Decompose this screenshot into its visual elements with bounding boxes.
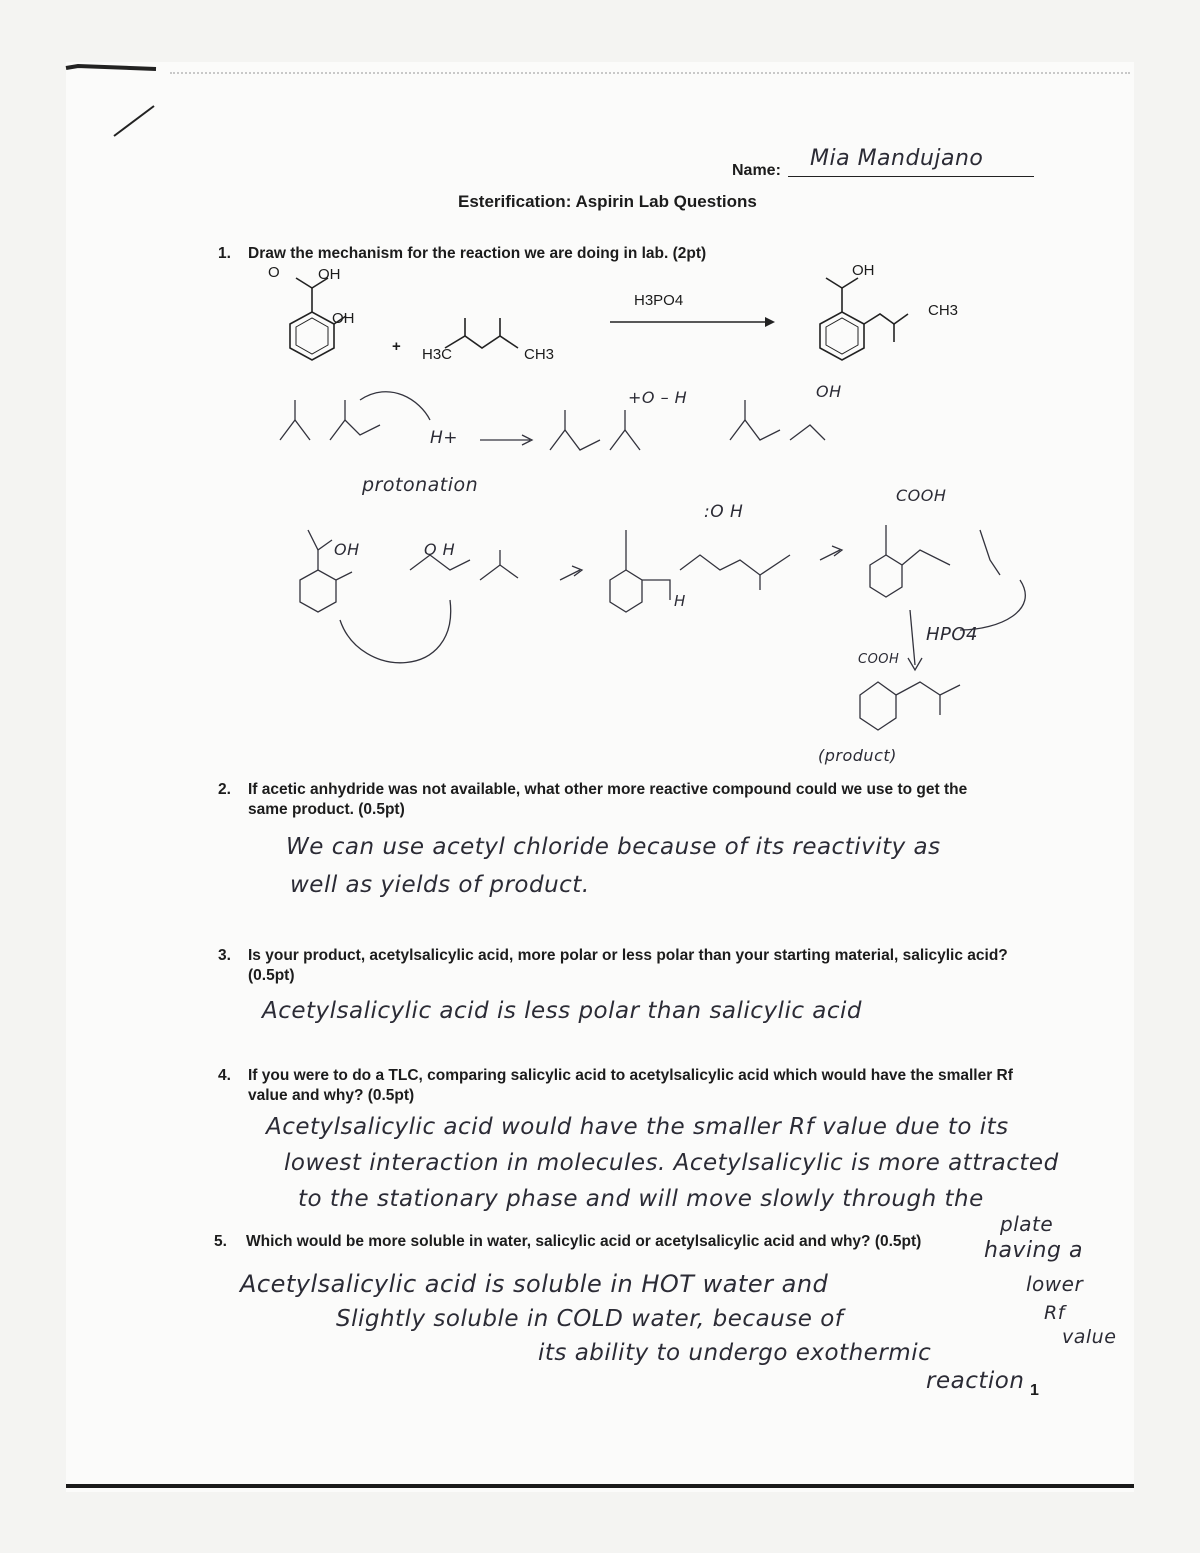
answer-2-line-1: We can use acetyl chloride because of its reactivity as xyxy=(286,834,941,860)
question-1-number: 1. xyxy=(218,245,231,262)
h3c-label: H3C xyxy=(422,346,453,363)
question-2-text: If acetic anhydride was not available, what other more reactive compound could we use to get the same product. (0.5pt) xyxy=(248,781,968,818)
reactant-oh-label: OH xyxy=(318,266,341,283)
corner-staple-mark xyxy=(66,62,166,74)
mech-product-label: (product) xyxy=(818,746,897,765)
question-5-text: Which would be more soluble in water, salicylic acid or acetylsalicylic acid and why? (0.5pt) xyxy=(246,1233,922,1250)
question-4-text: If you were to do a TLC, comparing salicylic acid to acetylsalicylic acid which would have the smaller Rf value and why? (0.5pt) xyxy=(248,1067,1013,1104)
answer-4-line-2: lowest interaction in molecules. Acetylsalicylic is more attracted xyxy=(284,1150,1059,1176)
student-name: Mia Mandujano xyxy=(810,146,984,171)
mech-protonation-label: protonation xyxy=(362,474,479,496)
answer-4-line-8: value xyxy=(1062,1326,1117,1348)
answer-4-line-5: having a xyxy=(984,1238,1083,1263)
plus-sign: + xyxy=(392,338,401,355)
name-label: Name: xyxy=(732,162,781,179)
product-oh-label: OH xyxy=(852,262,875,279)
answer-5-line-1: Acetylsalicylic acid is soluble in HOT water and xyxy=(240,1270,829,1298)
mech-h: H xyxy=(674,592,686,610)
mech-cooh-2: COOH xyxy=(858,652,900,667)
question-4-number: 4. xyxy=(218,1067,231,1084)
ch3-label: CH3 xyxy=(524,346,555,363)
mech-h-plus: H+ xyxy=(430,428,459,448)
mech-hpo4: HPO4 xyxy=(926,624,979,645)
page-number: 1 xyxy=(1030,1382,1039,1399)
answer-5-line-2: Slightly soluble in COLD water, because of xyxy=(336,1306,844,1332)
answer-4-line-6: lower xyxy=(1026,1272,1084,1296)
mech-oh-4: :O H xyxy=(704,502,744,522)
name-underline xyxy=(788,176,1034,177)
page-top-dotted-edge xyxy=(170,72,1130,74)
mech-cooh-1: COOH xyxy=(896,486,947,505)
question-3-text: Is your product, acetylsalicylic acid, more polar or less polar than your starting material, salicylic acid? (0.5pt) xyxy=(248,947,1008,984)
page-title: Esterification: Aspirin Lab Questions xyxy=(458,192,757,211)
mech-oxonium: +O – H xyxy=(628,388,688,407)
check-mark-icon xyxy=(110,100,160,140)
answer-4-line-1: Acetylsalicylic acid would have the smaller Rf value due to its xyxy=(266,1114,1009,1140)
question-3-number: 3. xyxy=(218,947,231,964)
product-ch3-label: CH3 xyxy=(928,302,959,319)
answer-4-line-4: plate xyxy=(1000,1212,1054,1236)
handwritten-mechanism xyxy=(260,380,1060,780)
answer-5-line-4: reaction xyxy=(926,1368,1025,1394)
question-1-text: Draw the mechanism for the reaction we are doing in lab. (2pt) xyxy=(248,245,707,262)
answer-5-line-3: its ability to undergo exothermic xyxy=(538,1340,932,1366)
reactant-oh-label-2: OH xyxy=(332,310,355,327)
mech-oh-1: OH xyxy=(816,382,842,401)
answer-3-line-1: Acetylsalicylic acid is less polar than salicylic acid xyxy=(262,998,863,1024)
answer-2-line-2: well as yields of product. xyxy=(290,872,590,898)
mech-oh-3: O H xyxy=(424,540,456,559)
question-5-number: 5. xyxy=(214,1233,227,1250)
answer-4-line-3: to the stationary phase and will move slowly through the xyxy=(298,1186,984,1212)
page-bottom-edge xyxy=(66,1484,1134,1488)
question-2-number: 2. xyxy=(218,781,231,798)
mech-oh-2: OH xyxy=(334,540,360,559)
catalyst-label: H3PO4 xyxy=(634,292,684,309)
answer-4-line-7: Rf xyxy=(1044,1302,1065,1324)
